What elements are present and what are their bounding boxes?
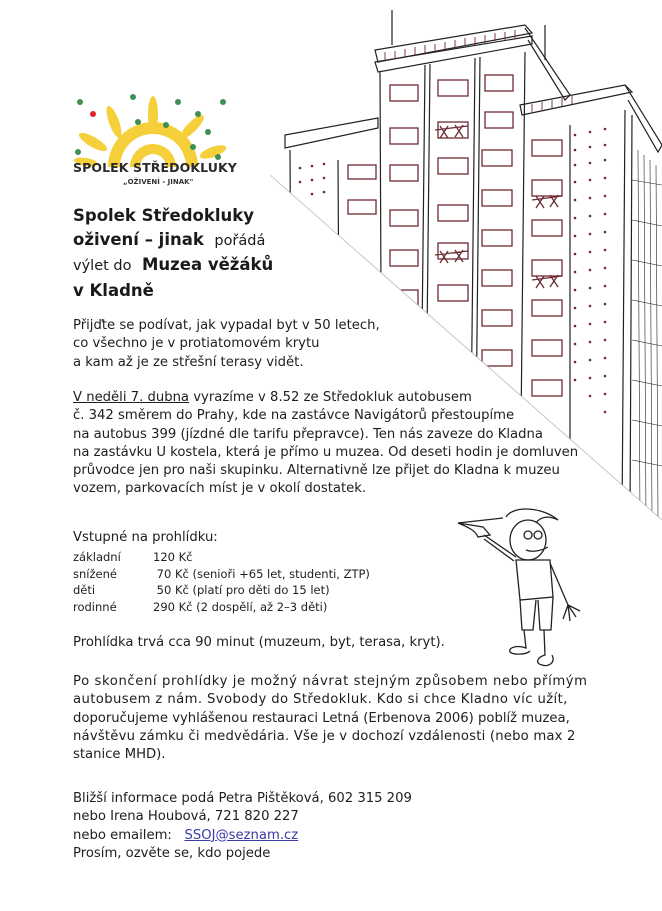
city-name: v Kladně [73,280,154,300]
contact-line: Prosím, ozvěte se, kdo pojede [73,845,271,861]
email-label: nebo emailem: [73,827,172,843]
organizes-text: pořádá [214,232,266,249]
schedule-paragraph [73,389,578,499]
price-value: 70 Kč (senioři +65 let, studenti, ZTP) [153,566,370,581]
price-value: 290 Kč (2 dospělí, až 2–3 děti) [153,599,328,614]
price-row [73,566,370,583]
pricing-title: Vstupné na prohlídku: [73,530,218,545]
after-tour-line: autobusem z nám. Svobody do Středokluk. Kdo si chce Kladno víc užít, [73,692,568,708]
price-row [73,599,370,616]
price-type: děti [73,583,96,597]
pricing-table [73,549,370,615]
price-type: základní [73,550,121,564]
event-date: V neděli 7. dubna [73,390,190,405]
intro-paragraph [73,317,380,372]
price-value: 50 Kč (platí pro děti do 15 let) [153,583,330,597]
tour-duration: Prohlídka trvá cca 90 minut (muzeum, byt, terasa, kryt). [73,635,445,650]
contact-paragraph [73,790,412,863]
museum-name: Muzea věžáků [141,255,274,274]
intro-line: a kam až je ze střešní terasy vidět. [73,354,304,370]
logo-title: SPOLEK STŘEDOKLUKY [73,160,237,175]
after-tour-line: doporučujeme vyhlášenou restauraci Letná (Erbenova 2006) poblíž muzea, [73,710,570,726]
contact-line: nebo Irena Houbová, 721 820 227 [73,809,299,825]
intro-line: co všechno je v protiatomovém krytu [73,336,320,352]
trip-to-text: výlet do [73,258,132,274]
price-row [73,549,370,566]
logo-sun-graphic [68,92,238,192]
after-tour-paragraph [73,673,588,764]
schedule-line: na autobus 399 (jízdné dle tarifu přepravce). Ten nás zaveze do Kladna [73,426,543,442]
contact-line: Bližší informace podá Petra Pištěková, 602 315 209 [73,791,412,806]
org-name-line1: Spolek Středokluky [73,206,254,225]
schedule-line: č. 342 směrem do Prahy, kde na zastávce Navigátorů přestoupíme [73,408,515,424]
event-heading [73,204,273,302]
intro-line: Přijďte se podívat, jak vypadal byt v 50 letech, [73,318,380,333]
price-row [73,582,370,599]
logo-subtitle: „OŽIVENÍ - JINAK" [123,178,194,186]
email-link[interactable]: SSOJ@seznam.cz [184,827,299,843]
schedule-line: průvodce jen pro naši skupinku. Alternativně lze přijet do Kladna k muzeu [73,463,560,479]
boy-pointing-illustration [448,505,598,670]
schedule-line: vyrazíme v 8.52 ze Středokluk autobusem [189,390,472,405]
schedule-line: vozem, parkovacích míst je v okolí dostatek. [73,481,367,497]
schedule-line: na zastávku U kostela, která je přímo u muzea. Od deseti hodin je domluven [73,444,579,460]
org-name-line2: oživení – jinak [73,229,204,249]
after-tour-line: návštěvu zámku či medvědária. Vše je v dochozí vzdálenosti (nebo max 2 [73,728,576,744]
price-type: snížené [73,566,117,581]
after-tour-line: stanice MHD). [73,747,166,763]
price-type: rodinné [73,599,117,614]
price-value: 120 Kč [153,550,193,564]
after-tour-line: Po skončení prohlídky je možný návrat stejným způsobem nebo přímým [73,674,588,689]
